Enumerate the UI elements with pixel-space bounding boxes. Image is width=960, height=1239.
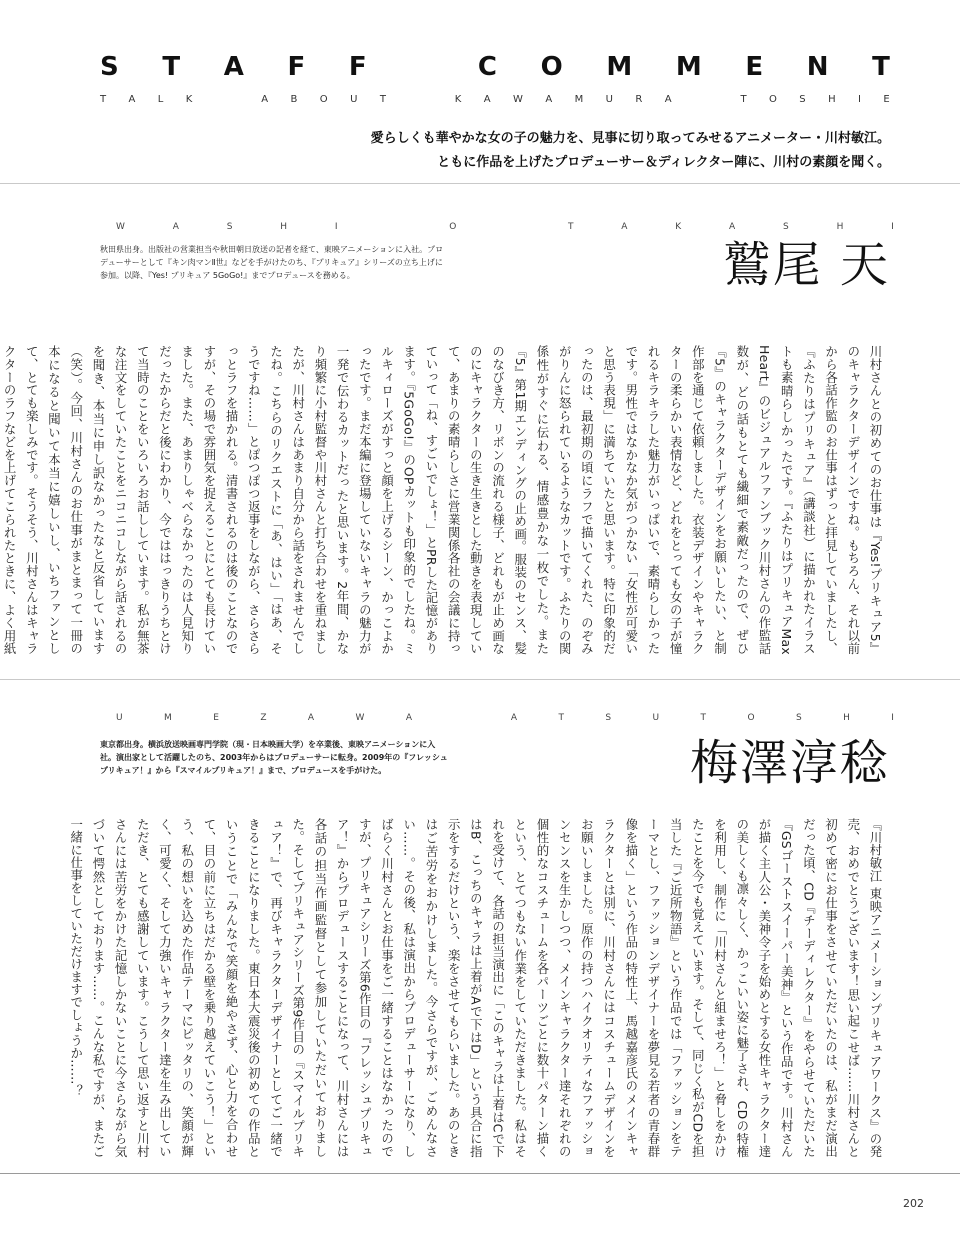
romaji-name [116, 222, 894, 233]
letter: M [606, 52, 633, 82]
word-gap [385, 222, 401, 233]
letter: B [290, 94, 298, 105]
letter: T [872, 52, 890, 82]
word-gap [504, 222, 520, 233]
letter: S [799, 94, 806, 105]
letter: F [348, 52, 367, 82]
profile-text: 東京都出身。横浜放送映画専門学院（現・日本映画大学）を卒業後、東映アニメーションに入社。演出家として活躍したのち、2003年からはプロデューサーに転身。2009年の『フレッシュプリキュア！』から『スマイルプリキュア！』まで、プロデュースを手がけた。 [100, 740, 448, 775]
letter: O [540, 52, 563, 82]
staff-name: 鷲尾 天 [722, 237, 890, 293]
page-subtitle [100, 94, 890, 106]
lead-line: 愛らしくも華やかな女の子の魅力を、見事に切り取ってみせるアニメーター・川村敏江。 [370, 131, 890, 146]
letter: A [307, 713, 315, 723]
word-gap [408, 94, 432, 106]
letter: H [828, 94, 836, 105]
divider [0, 183, 960, 184]
word-gap [215, 94, 239, 106]
letter: A [621, 222, 628, 232]
letter: T [100, 94, 107, 105]
romaji-name [116, 713, 894, 724]
letter: K [675, 222, 682, 232]
letter: S [795, 713, 802, 723]
letter: I [858, 94, 861, 105]
letter: A [405, 713, 412, 723]
letter: O [769, 94, 777, 105]
footer-rule [0, 1173, 960, 1174]
letter: A [545, 94, 553, 105]
letter: S [783, 222, 789, 232]
page-number: 202 [903, 1197, 924, 1210]
letter: S [100, 52, 119, 82]
letter: T [700, 713, 707, 723]
letter: C [477, 52, 497, 82]
page-title [100, 52, 890, 82]
letter: U [652, 713, 660, 723]
lead-line: ともに作品を上げたプロデューサー＆ディレクター陣に、川村の素顔を聞く。 [437, 155, 890, 170]
letter: R [635, 94, 643, 105]
letter: K [454, 94, 462, 105]
letter: U [605, 94, 613, 105]
letter: O [449, 222, 457, 232]
lead-text [290, 127, 890, 175]
letter: M [164, 713, 172, 723]
comment-body: 『川村敏江 東映アニメーションプリキュアワークス』の発売、おめでとうございます！思い起こせば……川村さんと初めて密にお仕事をさせていただいたのは、私がまだ演出だった頃、CD『チーディレクター』をやらせていただいた『GSゴーストスイーパー美神』という作品です。川村さんが描く主人公・美神令子を始めとする女性キャラクター達の美しくも凛々しく、かっこいい姿に魅了され、CDの特権を利用し、制作に「川村さんと組ませろ！」と脅しをかけたことを今でも覚えています。そして、同じく私がCDを担当した『ご近所物語』という作品では「ファッションをテーマとし、ファッションデザイナーを夢見る若者の青春群像を描く」という作品の特性上、馬越嘉彦氏のメインキャラクターとは別に、川村さんにはコスチュームデザインをお願いしました。原作の持つハイクオリティなファッションセンスを生かしつつ、メインキャラクター達それぞれの個性的なコスチュームを各パーツごとに数十パターン描くという、とてつもない作業をしていただきました。私はそれを受けて、各話の担当演出に「このキャラは上着はCで下はB、こっちのキャラは上着がAで下はD」という具合に指示をするだけという、楽をさせてもらいました。あのときはご苦労をおかけしました。今さらですが、ごめんなさい……。その後、私は演出からプロデューサーになり、しばらく川村さんとお仕事をご一緒することはなかったのですが、プリキュアシリーズ第6作目の『フレッシュプリキュア！』からプロデュースすることになって、川村さんには各話の担当作画監督として参加していただいておりました。そしてプリキュアシリーズ第9作目の『スマイルプリキュア！』で、再びキャラクターデザイナーとしてご一緒できることになりました。東日本大震災後の初めての作品ということで「みんなで笑顔を絶やさず、心と力を合わせて、目の前に立ちはだかる壁を乗り越えていこう！」という、私の想いを込めた作品テーマにピッタリの、笑顔が輝く、可愛く、そして力強いキャラクター達を生み出していただき、とても感謝しています。こうして思い返すと川村さんには苦労をかけた記憶しかないことに今さらながら気づいて愕然としております……。こんな私ですが、またご一緒に仕事をしていただけますでしょうか……？ [68, 818, 883, 1158]
staff-name: 梅澤淳稔 [689, 735, 890, 791]
letter: O [319, 94, 328, 105]
letter: H [843, 713, 850, 723]
letter: N [806, 52, 829, 82]
letter: M [675, 52, 702, 82]
word-gap [410, 52, 434, 82]
letter: A [729, 222, 736, 232]
divider [0, 679, 960, 680]
letter: T [740, 94, 747, 105]
letter: I [334, 222, 338, 232]
letter: A [510, 713, 518, 723]
letter: T [162, 52, 181, 82]
letter: I [891, 222, 894, 232]
letter: F [287, 52, 306, 82]
letter: E [745, 52, 764, 82]
letter: A [483, 94, 491, 105]
letter: W [116, 222, 125, 232]
letter: K [185, 94, 193, 105]
letter: M [574, 94, 584, 105]
letter: T [558, 713, 564, 723]
letter: I [891, 713, 894, 723]
letter: A [664, 94, 672, 105]
word-gap [453, 713, 469, 724]
letter: H [836, 222, 844, 232]
comment-body: 川村さんとの初めてのお仕事は『Yes!プリキュア5』のキャラクターデザインですね。もちろん、それ以前から各話作監のお仕事はずっと拝見していましたし、『ふたりはプリキュア』（講談社）に描かれたイラストも素晴らしかったです。『ふたりはプリキュアMax Heart』のビジュアルファンブック川村さんの作監話数が、どの話もとても繊細で素敵だったので、ぜひ『5』のキャラクターデザインをお願いしたい、と制作部を通じて依頼しました。衣装デザインやキャラクターの柔らかい表情など、どれをとっても女の子が憧れるキラキラした魅力がいっぱいで、素晴らしかったです。男性ではなかなか気がつかない「女性が可愛いと思う表現」に満ちていたと思います。特に印象的だったのは、最初期の頃にラフで描いてくれた、のぞみがりんに怒られているようなカットです。ふたりの関係性がすぐに伝わる、情感豊かな一枚でした。また『5』第1期エンディングの止め画。服装のセンス、髪のなびき方、リボンの流れる様子、どれもが止め画なのにキャラクターの生き生きとした動きを表現していて、あまりの素晴らしさに営業関係各社の会議に持っていって「ね、すごいでしょ！」とPRした記憶があります。『5GoGo!』のOPカットも印象的でしたね。ミルキィローズがすっと顔を上げるシーン、かっこよかったです。まだ本編に登場していないキャラの魅力が一発で伝わるカットだったと思います。2年間、かなり頻繁に小村監督や川村さんと打ち合わせを重ねましたが、川村さんはあまり自分から話をされませんでしたね。こちらのリクエストに「あ、はい」「はあ、そうですね……」とぽつぽつ返事をしながら、さらさらっとラフを描かれる。清書されるのは後のことなのですが、その場で雰囲気を捉えることにとても長けていました。また、あまりしゃべらなかったのは人見知りだったからだと後にわかり、今でははっきりうちとけて当時のことをいろいろお話ししています。私が無茶な注文をしていたことをニコニコしながら話されるのを聞き、本当に申し訳なかったなと反省しています（笑）。今回、川村さんのお仕事がまとまって一冊の本になると聞いて本当に嬉しいし、いちファンとして、とても楽しみです。そうそう、川村さんはキャラクターのラフなどを上げてこられたときに、よく用紙 [2, 345, 883, 655]
letter: T [379, 94, 386, 105]
letter: Z [260, 713, 267, 723]
letter: A [128, 94, 136, 105]
letter: E [213, 713, 219, 723]
letter: E [883, 94, 890, 105]
letter: O [747, 713, 755, 723]
letter: W [355, 713, 365, 723]
word-gap [694, 94, 718, 106]
letter: A [223, 52, 244, 82]
letter: U [350, 94, 358, 105]
letter: A [172, 222, 179, 232]
letter: U [116, 713, 123, 723]
letter: H [280, 222, 288, 232]
letter: S [605, 713, 612, 723]
profile-text: 秋田県出身。出版社の営業担当や秋田朝日放送の記者を経て、東映アニメーションに入社。プロデューサーとして『キン肉マンⅡ世』などを手がけたのち、『プリキュア』シリーズの立ち上げに参加。以降、『Yes! プリキュア 5GoGo!』までプロデュースを務める。 [100, 245, 444, 280]
letter: S [226, 222, 233, 232]
letter: L [157, 94, 164, 105]
letter: T [567, 222, 574, 232]
letter: W [513, 94, 523, 105]
letter: A [261, 94, 269, 105]
